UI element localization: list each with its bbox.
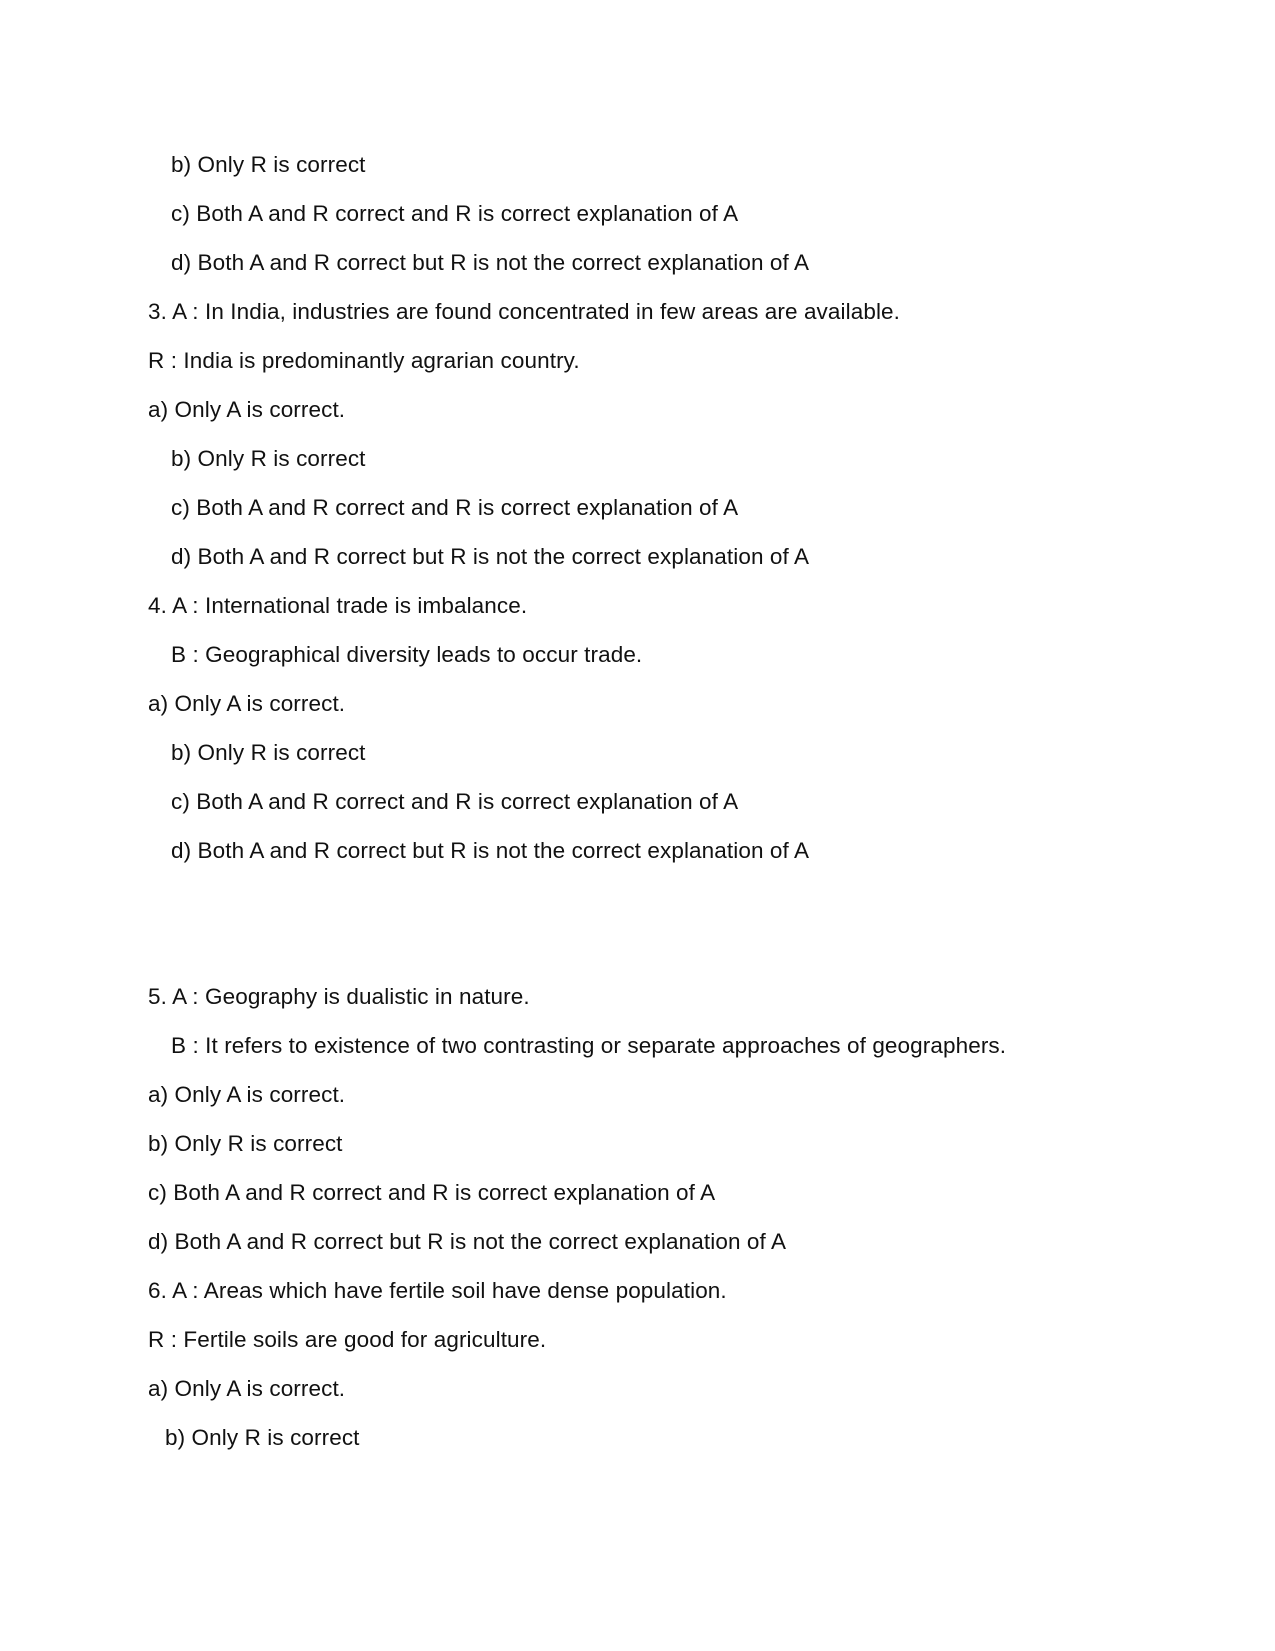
q5-option-d: d) Both A and R correct but R is not the correct explanation of A <box>148 1229 787 1254</box>
q2-option-c: c) Both A and R correct and R is correct explanation of A <box>171 201 739 226</box>
q6-assertion: 6. A : Areas which have fertile soil have dense population. <box>148 1278 727 1303</box>
q5-assertion: 5. A : Geography is dualistic in nature. <box>148 984 530 1009</box>
q6-reason: R : Fertile soils are good for agriculture. <box>148 1327 547 1352</box>
q6-option-a: a) Only A is correct. <box>148 1376 346 1401</box>
q5-option-a: a) Only A is correct. <box>148 1082 346 1107</box>
q2-option-d: d) Both A and R correct but R is not the correct explanation of A <box>171 250 810 275</box>
q5-option-b: b) Only R is correct <box>148 1131 343 1156</box>
q4-option-c: c) Both A and R correct and R is correct explanation of A <box>171 789 739 814</box>
q6-option-b: b) Only R is correct <box>165 1425 360 1450</box>
q3-option-d: d) Both A and R correct but R is not the correct explanation of A <box>171 544 810 569</box>
q5-option-c: c) Both A and R correct and R is correct explanation of A <box>148 1180 716 1205</box>
q4-reason: B : Geographical diversity leads to occur trade. <box>171 642 643 667</box>
q3-assertion: 3. A : In India, industries are found concentrated in few areas are available. <box>148 299 901 324</box>
q3-option-a: a) Only A is correct. <box>148 397 346 422</box>
q4-option-a: a) Only A is correct. <box>148 691 346 716</box>
q2-option-b: b) Only R is correct <box>171 152 366 177</box>
q4-assertion: 4. A : International trade is imbalance. <box>148 593 528 618</box>
q4-option-b: b) Only R is correct <box>171 740 366 765</box>
q3-option-b: b) Only R is correct <box>171 446 366 471</box>
q5-reason: B : It refers to existence of two contrasting or separate approaches of geographers. <box>171 1033 1007 1058</box>
q3-reason: R : India is predominantly agrarian country. <box>148 348 580 373</box>
q3-option-c: c) Both A and R correct and R is correct explanation of A <box>171 495 739 520</box>
q4-option-d: d) Both A and R correct but R is not the correct explanation of A <box>171 838 810 863</box>
